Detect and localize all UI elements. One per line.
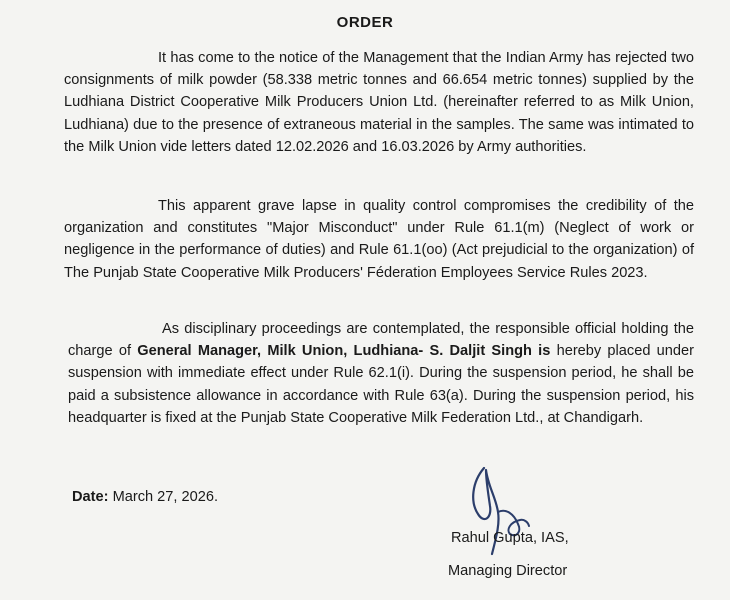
- date-label: Date:: [72, 489, 109, 505]
- handwritten-signature: [462, 462, 532, 562]
- document-title: ORDER: [336, 14, 394, 31]
- paragraph-2-text: This apparent grave lapse in quality control compromises the credibility of the organization and constitutes "Major Misconduct" under Rule 61.1(m) (Neglect of work or negligence in the performance of duties) and Rule 61.1(oo) (Act prejudicial to the organization) of The Punjab State Cooperative Milk Producers' Féderation Employees Service Rules 2023.: [64, 198, 694, 281]
- order-date: [72, 489, 218, 505]
- paragraph-army-rejection: [64, 47, 694, 158]
- date-value: March 27, 2026.: [112, 489, 219, 505]
- paragraph-1-text: It has come to the notice of the Management that the Indian Army has rejected two consignments of milk powder (58.338 metric tonnes and 66.654 metric tonnes) supplied by the Ludhiana District Cooperative Milk Producers Union Ltd. (hereinafter referred to as Milk Union, Ludhiana) due to the presence of extraneous material in the samples. The same was intimated to the Milk Union vide letters dated 12.02.2026 and 16.03.2026 by Army authorities.: [64, 50, 694, 155]
- signer-title: Managing Director: [448, 563, 568, 579]
- paragraph-3-bold-official: General Manager, Milk Union, Ludhiana- S. Daljit Singh is: [137, 343, 551, 360]
- signer-name: Rahul Gupta, IAS,: [451, 530, 569, 546]
- paragraph-major-misconduct: [64, 195, 694, 284]
- paragraph-3-text-end: hereby placed under suspension with immediate effect under Rule 62.1(i). During the suspension period, he shall be paid a subsistence allowance in accordance with Rule 63(a). During the suspension period, his headquarter is fixed at the Punjab State Cooperative Milk Federation Ltd., at Chandigarh.: [68, 343, 694, 426]
- paragraph-suspension: [68, 318, 694, 429]
- paragraph-3-text-start: As disciplinary proceedings are contemplated, the responsible official holding the charge of: [68, 321, 694, 360]
